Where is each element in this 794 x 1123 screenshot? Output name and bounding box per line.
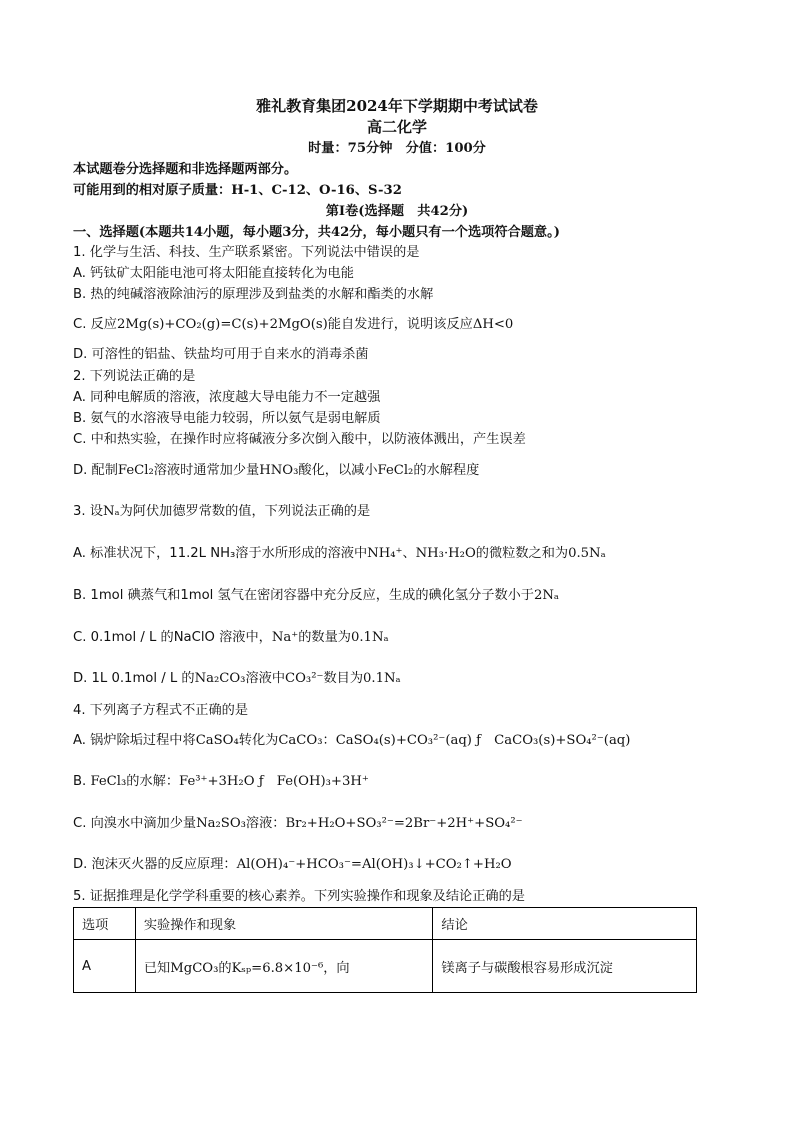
section-instructions: 一、选择题(本题共14小题，每小题3分，共42分，每小题只有一个选项符合题意。) — [73, 225, 560, 240]
header-option: 选项 — [74, 908, 136, 940]
table-header-row — [74, 908, 697, 940]
q4-a-colon: ： — [322, 733, 336, 748]
q4-c-prefix: C. 向溴水中滴加少量 — [73, 816, 197, 831]
q1-option-a: A. 钙钛矿太阳能电池可将太阳能直接转化为电能 — [73, 266, 354, 281]
q4-option-a — [73, 732, 630, 750]
row-a-op-prefix: 已知 — [143, 960, 171, 976]
row-a-option: A — [74, 940, 136, 993]
q2-d-formula-3: FeCl₂ — [377, 463, 414, 478]
q3-d-text-2: 数目为 — [323, 671, 364, 686]
q1-option-b: B. 热的纯碱溶液除油污的原理涉及到盐类的水解和酯类的水解 — [73, 287, 434, 302]
exam-subject: 高二化学 — [366, 118, 427, 136]
row-a-op-suffix: ，向 — [323, 960, 350, 976]
q4-a-formula-1: CaSO₄ — [195, 733, 239, 748]
q3-c-text: 的数量为 — [298, 630, 351, 645]
q3-stem-na: Nₐ — [102, 504, 120, 519]
q1-stem: 1. 化学与生活、科技、生产联系紧密。下列说法中错误的是 — [73, 245, 420, 260]
q3-a-formula-2: NH₃·H₂O — [415, 546, 476, 561]
q4-c-equation: Br₂+H₂O+SO₃²⁻=2Br⁻+2H⁺+SO₄²⁻ — [285, 816, 523, 831]
q2-d-text-2: 酸化，以减小 — [298, 463, 378, 478]
row-a-op-ksp: Kₛₚ=6.8×10⁻⁶ — [231, 960, 324, 976]
q4-c-text: 溶液： — [245, 816, 286, 831]
q4-b-formula: FeCl₃ — [90, 774, 127, 789]
q4-stem: 4. 下列离子方程式不正确的是 — [73, 703, 249, 718]
q2-stem: 2. 下列说法正确的是 — [73, 369, 196, 384]
q4-option-d — [73, 856, 512, 874]
q2-option-b: B. 氨气的水溶液导电能力较弱，所以氨气是弱电解质 — [73, 411, 381, 426]
q2-d-text-3: 的水解程度 — [413, 463, 480, 478]
q3-b-value: 2Nₐ — [534, 588, 560, 603]
q3-b-text: B. 1mol 碘蒸气和1mol 氢气在密闭容器中充分反应，生成的碘化氢分子数小于 — [73, 588, 534, 603]
q3-d-prefix: D. 1L 0.1mol / L 的 — [73, 671, 195, 686]
q2-option-c: C. 中和热实验，在操作时应将碱液分多次倒入酸中，以防液体溅出，产生误差 — [73, 432, 526, 447]
q2-d-prefix: D. 配制 — [73, 463, 118, 478]
q2-d-formula-2: HNO₃ — [259, 463, 299, 478]
q2-option-d — [73, 462, 479, 480]
row-a-conclusion: 镁离子与碳酸根容易形成沉淀 — [433, 940, 697, 993]
q2-d-formula-1: FeCl₂ — [117, 463, 154, 478]
q4-option-c — [73, 815, 523, 833]
q4-d-prefix: D. 泡沫灭火器的反应原理： — [73, 857, 237, 872]
q3-stem — [73, 503, 370, 521]
q3-d-text-1: 溶液中 — [245, 671, 286, 686]
q4-option-b — [73, 773, 369, 791]
time-score: 时量：75分钟 分值：100分 — [308, 141, 486, 156]
q4-b-text: 的水解： — [126, 774, 180, 789]
q3-stem-text: 为阿伏加德罗常数的值，下列说法正确的是 — [119, 504, 371, 519]
intro-text: 本试题卷分选择题和非选择题两部分。 — [73, 162, 298, 177]
q4-a-prefix: A. 锅炉除垢过程中将 — [73, 733, 196, 748]
row-a-operation — [135, 940, 433, 993]
q3-d-formula-1: Na₂CO₃ — [194, 671, 246, 686]
q3-c-value: 0.1Nₐ — [350, 630, 389, 645]
q3-c-prefix: C. 0.1mol / L 的NaClO 溶液中， — [73, 630, 272, 645]
q3-option-c — [73, 629, 389, 647]
q3-a-formula-1: NH₄⁺ — [367, 546, 403, 561]
q1-c-text: 能自发进行，说明该反应 — [327, 317, 473, 332]
q4-b-equation: Fe³⁺+3H₂O ƒ Fe(OH)₃+3H⁺ — [179, 774, 369, 789]
header-conclusion: 结论 — [433, 908, 697, 940]
section-title: 第Ⅰ卷(选择题 共42分) — [325, 204, 469, 219]
q3-option-a — [73, 545, 606, 563]
q1-c-equation: 2Mg(s)+CO₂(g)=C(s)+2MgO(s) — [116, 317, 328, 332]
q4-c-formula: Na₂SO₃ — [196, 816, 246, 831]
q3-d-formula-2: CO₃²⁻ — [285, 671, 324, 686]
q3-stem-prefix: 3. 设 — [73, 504, 103, 519]
atomic-mass-text: 可能用到的相对原子质量：H-1、C-12、O-16、S-32 — [73, 183, 402, 198]
q3-c-formula: Na⁺ — [271, 630, 299, 645]
q1-c-prefix: C. 反应 — [73, 317, 117, 332]
q3-a-value: 0.5Nₐ — [568, 546, 606, 561]
q3-d-value: 0.1Nₐ — [363, 671, 401, 686]
q3-option-b — [73, 587, 559, 605]
q5-stem: 5. 证据推理是化学学科重要的核心素养。下列实验操作和现象及结论正确的是 — [73, 889, 525, 904]
q3-a-text: 的微粒数之和为 — [475, 546, 569, 561]
q2-option-a: A. 同种电解质的溶液，浓度越大导电能力不一定越强 — [73, 390, 381, 405]
q4-a-formula-2: CaCO₃ — [278, 733, 323, 748]
q2-d-text-1: 溶液时通常加少量 — [153, 463, 260, 478]
q4-a-equation: CaSO₄(s)+CO₃²⁻(aq) ƒ CaCO₃(s)+SO₄²⁻(aq) — [335, 733, 631, 748]
q3-option-d — [73, 670, 401, 688]
table-row — [74, 940, 697, 993]
row-a-op-text: 的 — [218, 960, 232, 976]
q3-a-prefix: A. 标准状况下，11.2L NH₃溶于水所形成的溶液中 — [73, 546, 368, 561]
q4-d-equation: Al(OH)₄⁻+HCO₃⁻=Al(OH)₃↓+CO₂↑+H₂O — [236, 857, 512, 872]
q4-b-prefix: B. — [73, 774, 91, 789]
header-operation: 实验操作和现象 — [135, 908, 433, 940]
q4-a-text: 转化为 — [238, 733, 279, 748]
q1-option-d: D. 可溶性的铝盐、铁盐均可用于自来水的消毒杀菌 — [73, 347, 369, 362]
q1-option-c — [73, 316, 513, 334]
q3-a-sep: 、 — [402, 546, 416, 561]
exam-title: 雅礼教育集团2024年下学期期中考试试卷 — [256, 97, 538, 115]
row-a-op-formula: MgCO₃ — [170, 960, 219, 976]
q5-table — [73, 907, 697, 993]
q1-c-enthalpy: ΔH<0 — [472, 317, 514, 332]
